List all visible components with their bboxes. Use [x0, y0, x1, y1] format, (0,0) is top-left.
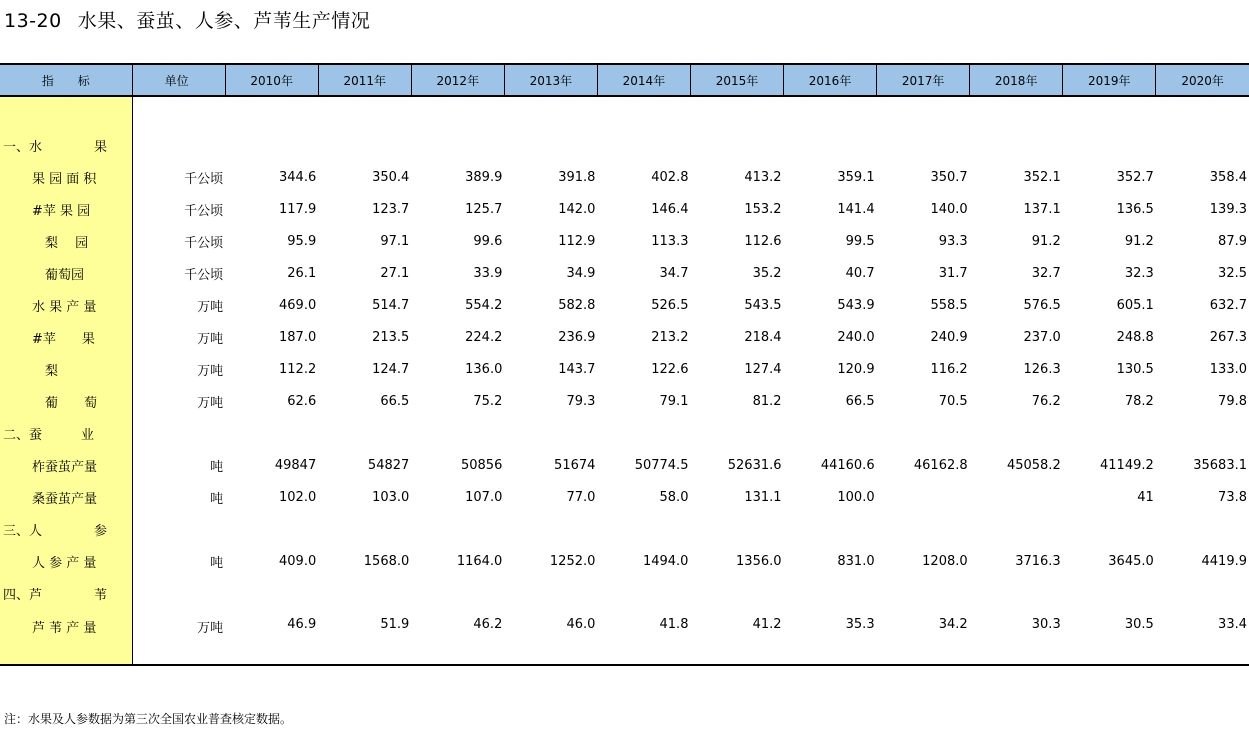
value-cell: [1063, 129, 1156, 161]
indicator-cell: 三、人 参: [0, 513, 132, 545]
value-cell: 93.3: [938, 233, 968, 249]
value-cell: 143.7: [558, 361, 596, 377]
value-cell: 116.2: [930, 361, 968, 377]
unit-cell: [132, 129, 225, 161]
data-table: [0, 63, 1249, 666]
value-cell: [225, 513, 318, 545]
value-cell: [504, 513, 597, 545]
value-cell: [504, 417, 597, 449]
value-cell: 40.7: [845, 265, 875, 281]
value-cell: [318, 129, 411, 161]
value-cell: 100.0: [837, 489, 875, 505]
value-cell: 31.7: [938, 265, 968, 281]
value-cell: 248.8: [1116, 329, 1154, 345]
unit-cell: 吨: [210, 491, 224, 507]
value-cell: 35683.1: [1193, 457, 1247, 473]
value-cell: 117.9: [279, 201, 317, 217]
footnote: 注：水果及人参数据为第三次全国农业普查核定数据。: [4, 712, 293, 726]
value-cell: 33.9: [473, 265, 503, 281]
unit-cell: 千公顷: [184, 267, 224, 283]
header-unit: 单位: [132, 64, 225, 96]
value-cell: 50856: [460, 457, 503, 473]
value-cell: 543.5: [744, 297, 782, 313]
value-cell: 34.9: [566, 265, 596, 281]
value-cell: 91.2: [1124, 233, 1154, 249]
value-cell: 76.2: [1031, 393, 1061, 409]
value-cell: 137.1: [1023, 201, 1061, 217]
table-row: [0, 449, 1249, 481]
value-cell: [877, 577, 970, 609]
value-cell: 554.2: [465, 297, 503, 313]
unit-cell: 万吨: [197, 331, 224, 347]
value-cell: [318, 513, 411, 545]
empty-cell: [132, 96, 1249, 129]
value-cell: [1063, 577, 1156, 609]
value-cell: 236.9: [558, 329, 596, 345]
value-cell: [597, 129, 690, 161]
unit-cell: 万吨: [197, 363, 224, 379]
value-cell: [970, 577, 1063, 609]
value-cell: 99.6: [473, 233, 503, 249]
table-title: [4, 6, 370, 33]
value-cell: 126.3: [1023, 361, 1061, 377]
value-cell: 237.0: [1023, 329, 1061, 345]
value-cell: 352.7: [1116, 169, 1154, 185]
unit-cell: 吨: [210, 555, 224, 571]
value-cell: 391.8: [558, 169, 596, 185]
value-cell: 97.1: [380, 233, 410, 249]
value-cell: [970, 481, 1063, 513]
unit-cell: 万吨: [132, 609, 225, 665]
header-year: 2013年: [504, 64, 597, 96]
value-cell: [225, 129, 318, 161]
value-cell: [597, 577, 690, 609]
value-cell: 213.5: [372, 329, 410, 345]
value-cell: 130.5: [1116, 361, 1154, 377]
value-cell: [970, 513, 1063, 545]
table-row: [0, 545, 1249, 577]
value-cell: [690, 129, 783, 161]
value-cell: [318, 417, 411, 449]
value-cell: 34.7: [659, 265, 689, 281]
value-cell: [784, 577, 877, 609]
header-year: 2017年: [877, 64, 970, 96]
unit-cell: [132, 513, 225, 545]
value-cell: 112.2: [279, 361, 317, 377]
indicator-cell: 桑蚕茧产量: [0, 481, 132, 513]
indicator-cell: 芦 苇 产 量: [0, 609, 132, 665]
indicator-cell: 梨: [0, 353, 132, 385]
value-cell: 142.0: [558, 201, 596, 217]
table-row: [0, 161, 1249, 193]
value-cell: [690, 417, 783, 449]
value-cell: 127.4: [744, 361, 782, 377]
value-cell: 46162.8: [913, 457, 968, 473]
value-cell: 469.0: [279, 297, 317, 313]
value-cell: 30.5: [1063, 609, 1156, 665]
value-cell: [1063, 417, 1156, 449]
value-cell: 44160.6: [820, 457, 875, 473]
value-cell: 267.3: [1209, 329, 1247, 345]
value-cell: 3645.0: [1108, 553, 1154, 569]
value-cell: 359.1: [837, 169, 875, 185]
value-cell: 124.7: [372, 361, 410, 377]
value-cell: 41: [1137, 489, 1154, 505]
value-cell: 91.2: [1031, 233, 1061, 249]
value-cell: 41.2: [690, 609, 783, 665]
value-cell: 113.3: [651, 233, 689, 249]
unit-cell: 千公顷: [184, 171, 224, 187]
value-cell: [1156, 513, 1249, 545]
value-cell: 389.9: [465, 169, 503, 185]
value-cell: 54827: [367, 457, 410, 473]
indicator-cell: #苹 果: [0, 321, 132, 353]
table-row: [0, 609, 1249, 665]
value-cell: [784, 513, 877, 545]
value-cell: 402.8: [651, 169, 689, 185]
value-cell: 75.2: [473, 393, 503, 409]
value-cell: 1356.0: [736, 553, 782, 569]
value-cell: 187.0: [279, 329, 317, 345]
value-cell: 605.1: [1116, 297, 1154, 313]
value-cell: 558.5: [930, 297, 968, 313]
value-cell: 543.9: [837, 297, 875, 313]
value-cell: [784, 129, 877, 161]
value-cell: 107.0: [465, 489, 503, 505]
value-cell: 831.0: [837, 553, 875, 569]
spacer-row: [0, 96, 1249, 129]
value-cell: [411, 577, 504, 609]
unit-cell: [132, 577, 225, 609]
value-cell: [1156, 577, 1249, 609]
value-cell: [877, 417, 970, 449]
value-cell: 50774.5: [634, 457, 689, 473]
value-cell: 344.6: [279, 169, 317, 185]
value-cell: 103.0: [372, 489, 410, 505]
section-row: [0, 577, 1249, 609]
value-cell: 1208.0: [922, 553, 968, 569]
value-cell: 27.1: [380, 265, 410, 281]
value-cell: [504, 129, 597, 161]
value-cell: [690, 577, 783, 609]
value-cell: [877, 513, 970, 545]
header-year: 2019年: [1063, 64, 1156, 96]
value-cell: 99.5: [845, 233, 875, 249]
section-row: [0, 513, 1249, 545]
value-cell: 95.9: [287, 233, 317, 249]
unit-cell: 万吨: [197, 299, 224, 315]
value-cell: 358.4: [1209, 169, 1247, 185]
value-cell: 41149.2: [1100, 457, 1154, 473]
value-cell: [411, 513, 504, 545]
value-cell: 51674: [554, 457, 596, 473]
value-cell: 120.9: [837, 361, 875, 377]
value-cell: 58.0: [659, 489, 689, 505]
value-cell: 79.3: [566, 393, 596, 409]
header-year: 2016年: [784, 64, 877, 96]
value-cell: 409.0: [279, 553, 317, 569]
indicator-cell: 葡 萄: [0, 385, 132, 417]
value-cell: [877, 129, 970, 161]
value-cell: 79.1: [659, 393, 689, 409]
value-cell: 352.1: [1023, 169, 1061, 185]
table-row: [0, 321, 1249, 353]
value-cell: 582.8: [558, 297, 596, 313]
value-cell: 140.0: [930, 201, 968, 217]
value-cell: [784, 417, 877, 449]
value-cell: 122.6: [651, 361, 689, 377]
value-cell: 70.5: [938, 393, 968, 409]
value-cell: 218.4: [744, 329, 782, 345]
value-cell: 141.4: [837, 201, 875, 217]
indicator-cell: 葡萄园: [0, 257, 132, 289]
value-cell: 350.7: [930, 169, 968, 185]
value-cell: 49847: [274, 457, 317, 473]
table-row: [0, 353, 1249, 385]
unit-cell: 万吨: [197, 395, 224, 411]
value-cell: 87.9: [1218, 233, 1247, 249]
value-cell: 4419.9: [1201, 553, 1247, 569]
value-cell: 576.5: [1023, 297, 1061, 313]
value-cell: [597, 417, 690, 449]
header-year: 2012年: [411, 64, 504, 96]
value-cell: 45058.2: [1006, 457, 1061, 473]
header-year: 2011年: [318, 64, 411, 96]
indicator-cell: 梨 园: [0, 225, 132, 257]
value-cell: [970, 129, 1063, 161]
header-year: 2018年: [970, 64, 1063, 96]
value-cell: [1156, 129, 1249, 161]
value-cell: 46.9: [225, 609, 318, 665]
table-row: [0, 257, 1249, 289]
indicator-cell: 人 参 产 量: [0, 545, 132, 577]
value-cell: 78.2: [1124, 393, 1154, 409]
indicator-cell: 柞蚕茧产量: [0, 449, 132, 481]
indicator-cell: #苹 果 园: [0, 193, 132, 225]
table-row: [0, 385, 1249, 417]
value-cell: 133.0: [1209, 361, 1247, 377]
indicator-cell: 果 园 面 积: [0, 161, 132, 193]
value-cell: [597, 513, 690, 545]
value-cell: 81.2: [752, 393, 782, 409]
value-cell: 51.9: [318, 609, 411, 665]
value-cell: 240.9: [930, 329, 968, 345]
value-cell: 136.0: [465, 361, 503, 377]
table-body: [0, 96, 1249, 665]
value-cell: [225, 417, 318, 449]
value-cell: [411, 129, 504, 161]
value-cell: 32.7: [1031, 265, 1061, 281]
value-cell: 213.2: [651, 329, 689, 345]
value-cell: 62.6: [287, 393, 317, 409]
value-cell: [225, 577, 318, 609]
indicator-cell: 一、水 果: [0, 129, 132, 161]
table-number: 13-20: [4, 10, 62, 32]
indicator-cell: [0, 96, 132, 129]
value-cell: 112.6: [744, 233, 782, 249]
indicator-cell: 水 果 产 量: [0, 289, 132, 321]
value-cell: [1063, 513, 1156, 545]
value-cell: 123.7: [372, 201, 410, 217]
value-cell: [690, 513, 783, 545]
value-cell: 52631.6: [727, 457, 782, 473]
value-cell: 632.7: [1209, 297, 1247, 313]
value-cell: [1156, 417, 1249, 449]
table-row: [0, 289, 1249, 321]
table-row: [0, 481, 1249, 513]
value-cell: 35.3: [784, 609, 877, 665]
unit-cell: 千公顷: [184, 203, 224, 219]
value-cell: 34.2: [877, 609, 970, 665]
value-cell: 1252.0: [549, 553, 596, 569]
value-cell: 413.2: [744, 169, 782, 185]
header-row: [0, 64, 1249, 96]
value-cell: 350.4: [372, 169, 410, 185]
header-year: 2014年: [597, 64, 690, 96]
value-cell: 32.3: [1124, 265, 1154, 281]
value-cell: 514.7: [372, 297, 410, 313]
value-cell: 79.8: [1218, 393, 1247, 409]
header-year: 2015年: [690, 64, 783, 96]
value-cell: [877, 481, 970, 513]
value-cell: 3716.3: [1015, 553, 1061, 569]
value-cell: [411, 417, 504, 449]
value-cell: 66.5: [380, 393, 410, 409]
value-cell: 46.0: [504, 609, 597, 665]
value-cell: 1568.0: [363, 553, 410, 569]
value-cell: 30.3: [970, 609, 1063, 665]
value-cell: 41.8: [597, 609, 690, 665]
section-row: [0, 129, 1249, 161]
value-cell: [318, 577, 411, 609]
value-cell: 35.2: [752, 265, 782, 281]
indicator-cell: 二、蚕 业: [0, 417, 132, 449]
value-cell: 1494.0: [642, 553, 689, 569]
value-cell: 131.1: [744, 489, 782, 505]
value-cell: 153.2: [744, 201, 782, 217]
value-cell: 77.0: [566, 489, 596, 505]
header-year: 2020年: [1156, 64, 1249, 96]
value-cell: 146.4: [651, 201, 689, 217]
value-cell: 66.5: [845, 393, 875, 409]
table-row: [0, 193, 1249, 225]
value-cell: 32.5: [1218, 265, 1247, 281]
indicator-cell: 四、芦 苇: [0, 577, 132, 609]
value-cell: 102.0: [279, 489, 317, 505]
value-cell: [970, 417, 1063, 449]
unit-cell: 吨: [210, 459, 224, 475]
table-title-text: 水果、蚕茧、人参、芦苇生产情况: [77, 10, 371, 32]
value-cell: 139.3: [1209, 201, 1247, 217]
value-cell: 33.4: [1156, 609, 1249, 665]
value-cell: 526.5: [651, 297, 689, 313]
value-cell: 26.1: [287, 265, 317, 281]
unit-cell: 千公顷: [184, 235, 224, 251]
value-cell: 224.2: [465, 329, 503, 345]
value-cell: [504, 577, 597, 609]
value-cell: 1164.0: [456, 553, 503, 569]
value-cell: 125.7: [465, 201, 503, 217]
section-row: [0, 417, 1249, 449]
table-row: [0, 225, 1249, 257]
value-cell: 73.8: [1218, 489, 1247, 505]
header-indicator: 指 标: [0, 64, 132, 96]
value-cell: 46.2: [411, 609, 504, 665]
value-cell: 136.5: [1116, 201, 1154, 217]
unit-cell: [132, 417, 225, 449]
value-cell: 240.0: [837, 329, 875, 345]
header-year: 2010年: [225, 64, 318, 96]
value-cell: 112.9: [558, 233, 596, 249]
